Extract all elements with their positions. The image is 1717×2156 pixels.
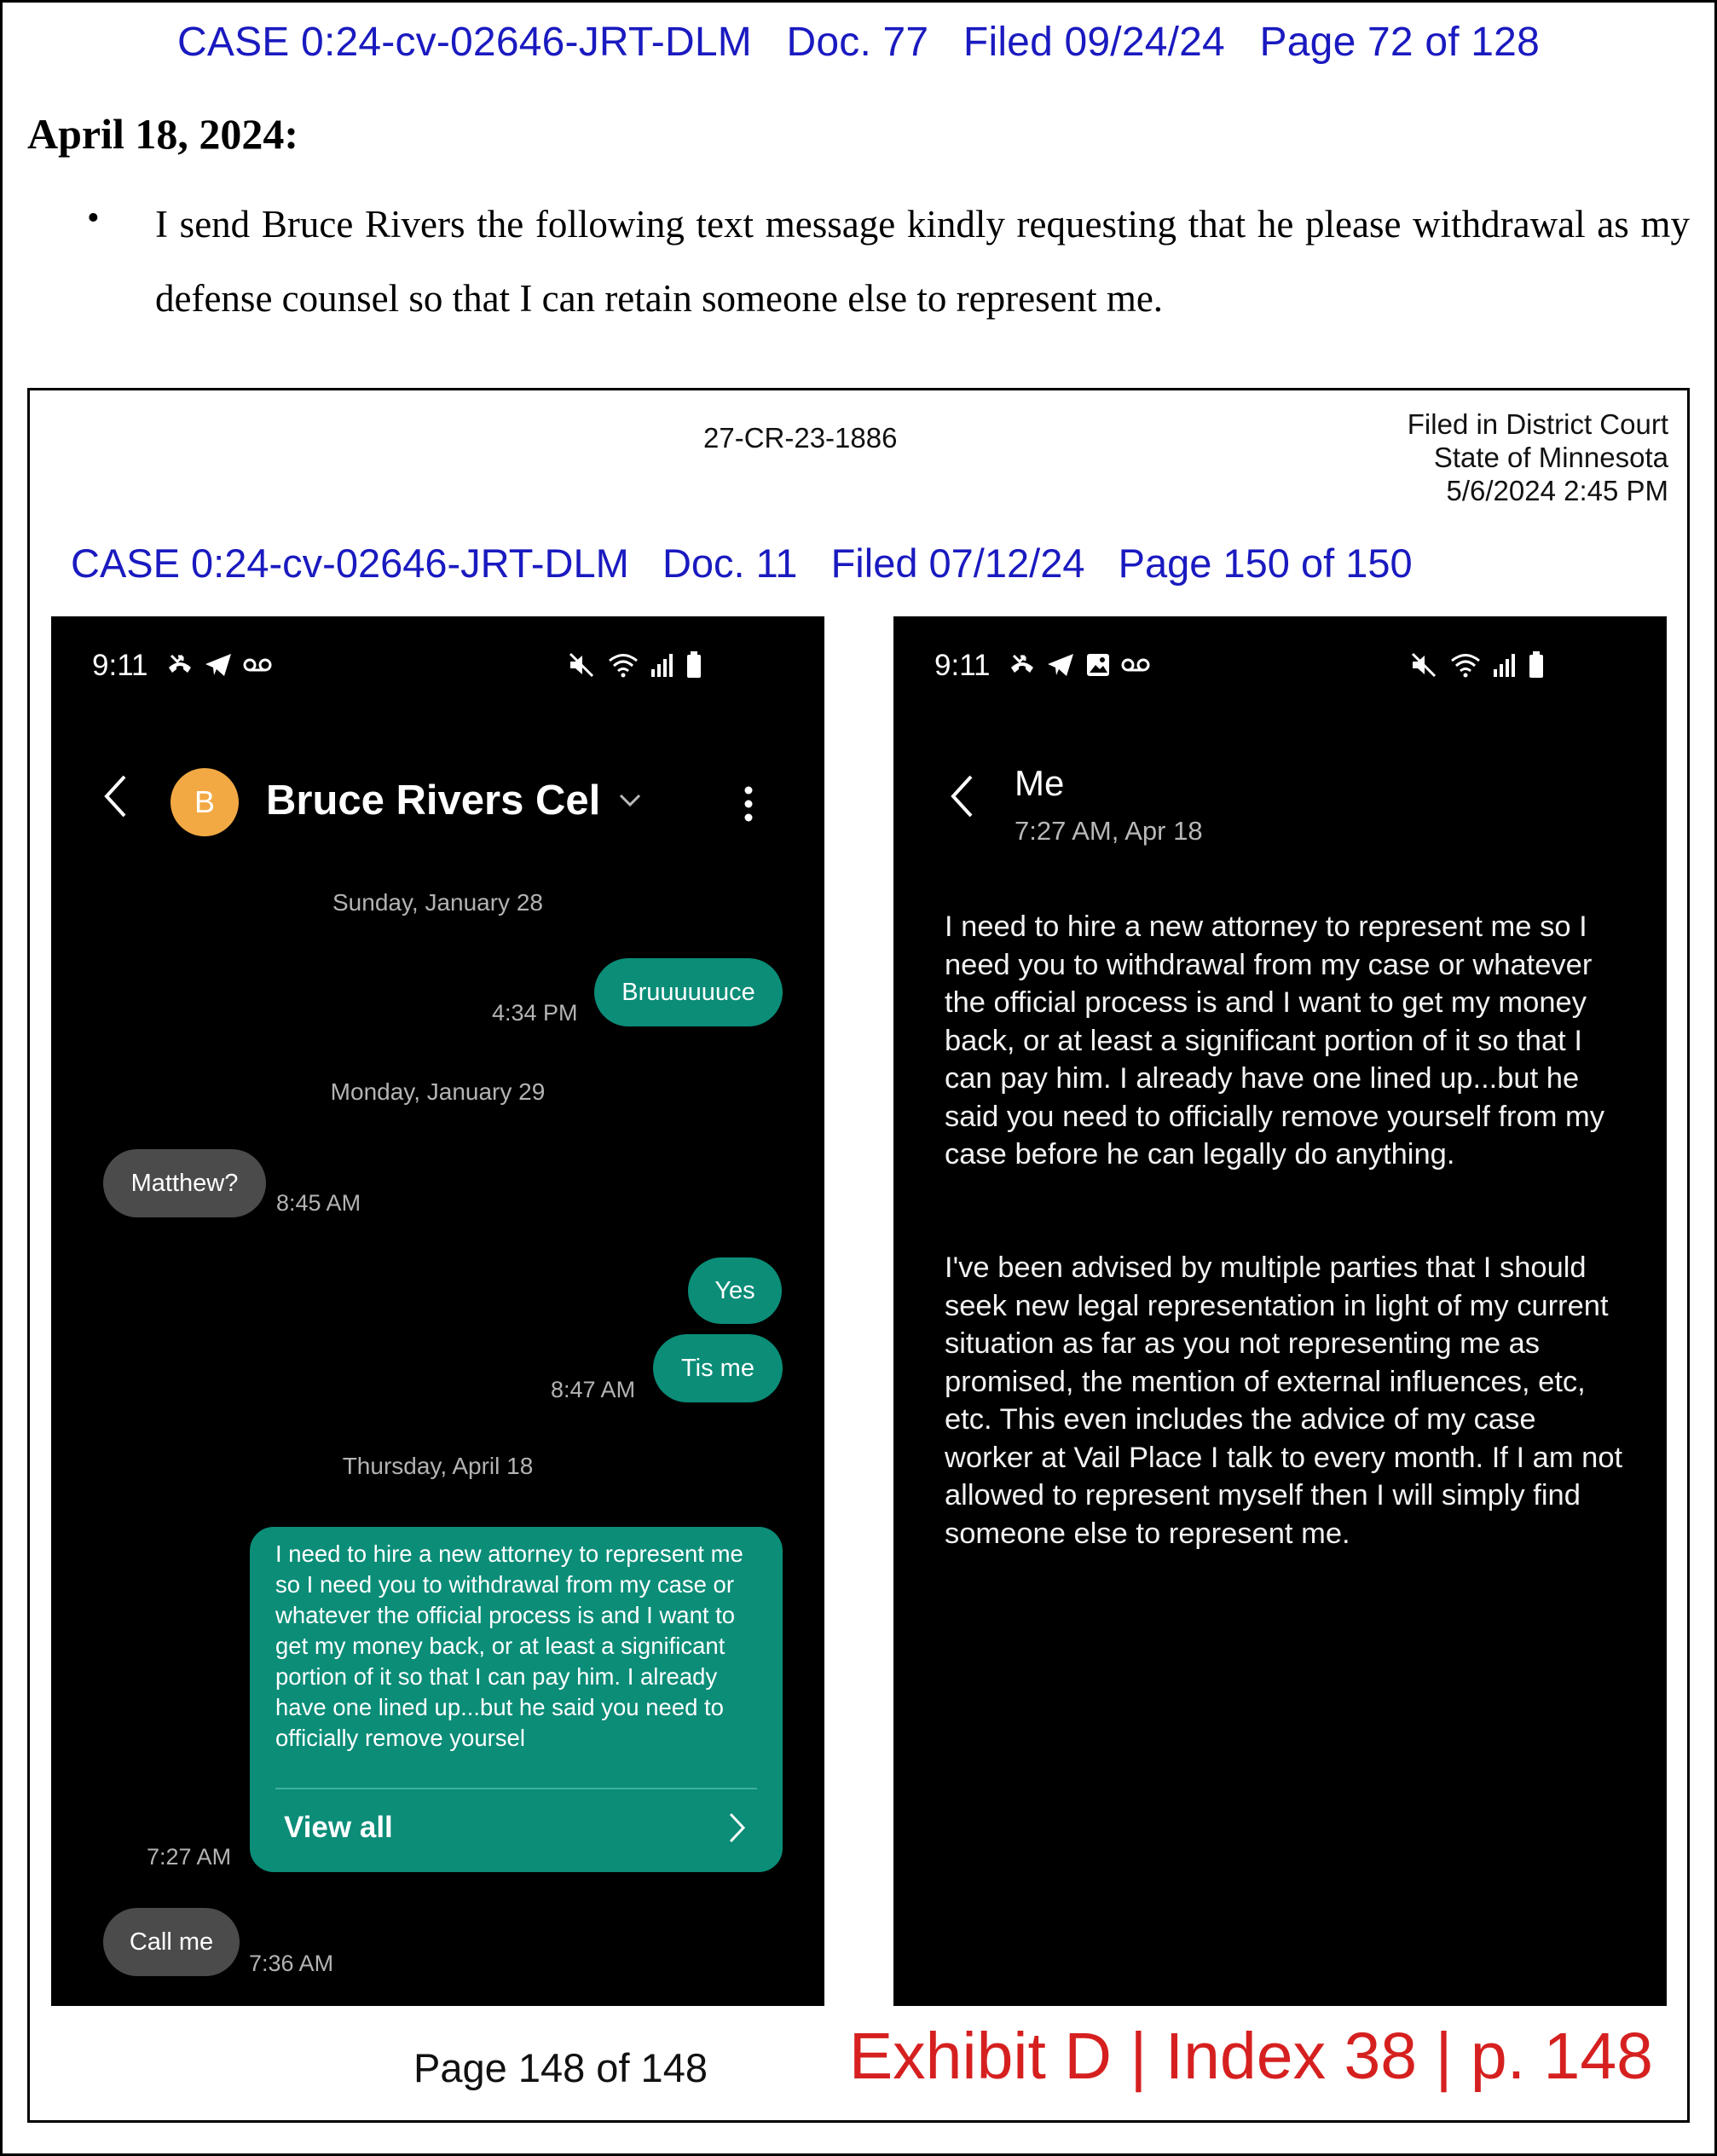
chevron-down-icon[interactable]	[619, 794, 641, 807]
battery-icon	[686, 651, 702, 679]
view-all-button[interactable]: View all	[284, 1811, 393, 1844]
missed-call-icon	[1009, 652, 1036, 678]
back-chevron-icon[interactable]	[102, 774, 128, 818]
filed-stamp-line: 5/6/2024 2:45 PM	[1446, 475, 1668, 506]
message-paragraph: I've been advised by multiple parties that I should seek new legal representation in light of my current situation as far as you not representing me as promised, the mention of external influences, etc, etc. This even includes the advice of my case worker at Vail Place I talk to every month. If I am not allowed to represent myself then I will simply find someone else to represent me.	[945, 1251, 1623, 1550]
message-timestamp: 7:36 AM	[249, 1951, 334, 1976]
contact-name[interactable]: Bruce Rivers Cel	[266, 777, 601, 824]
sender-title: Me	[1015, 763, 1065, 803]
message-timestamp: 4:34 PM	[492, 1000, 578, 1026]
avatar[interactable]: B	[171, 768, 239, 836]
status-time: 9:11	[934, 649, 991, 682]
inner-case-stamp: CASE 0:24-cv-02646-JRT-DLM Doc. 11 Filed 07/12/24 Page 150 of 150	[71, 540, 1413, 586]
message-timestamp: 8:47 AM	[551, 1377, 636, 1402]
date-separator: Sunday, January 28	[332, 889, 543, 916]
status-icons-right	[567, 650, 702, 679]
wifi-icon	[608, 652, 639, 678]
docket-number: 27-CR-23-1886	[703, 422, 898, 454]
case-header-stamp: CASE 0:24-cv-02646-JRT-DLM Doc. 77 Filed 09/24/24 Page 72 of 128	[177, 20, 1540, 65]
status-icons-left	[166, 650, 272, 679]
voicemail-icon	[243, 656, 272, 673]
battery-icon	[1529, 651, 1544, 679]
date-heading: April 18, 2024:	[27, 110, 299, 158]
status-icons-left	[1009, 650, 1150, 679]
chevron-right-icon[interactable]	[728, 1812, 747, 1844]
exhibit-box	[27, 388, 1690, 2123]
message-bubble-outgoing[interactable]: Bruuuuuuce	[594, 958, 783, 1026]
filed-stamp-line: State of Minnesota	[1433, 442, 1668, 473]
telegram-icon	[204, 652, 233, 678]
message-detail-screenshot	[893, 616, 1667, 2006]
message-timestamp: 7:27 AM	[147, 1844, 232, 1870]
status-icons-right	[1409, 650, 1544, 679]
message-bubble-long[interactable]	[250, 1527, 783, 1872]
signal-icon	[650, 652, 674, 678]
back-chevron-icon[interactable]	[949, 774, 974, 818]
bubble-divider	[275, 1788, 757, 1789]
conversation-screenshot	[51, 616, 824, 2006]
missed-call-icon	[166, 652, 194, 678]
message-timestamp: 8:45 AM	[276, 1190, 361, 1216]
bullet-marker: •	[87, 199, 100, 238]
mute-icon	[567, 651, 596, 679]
message-bubble-outgoing[interactable]: Yes	[688, 1257, 782, 1324]
filed-stamp-line: Filed in District Court	[1407, 408, 1668, 440]
status-time: 9:11	[92, 649, 148, 682]
mute-icon	[1409, 651, 1438, 679]
kebab-menu-icon[interactable]	[743, 785, 754, 823]
signal-icon	[1493, 652, 1517, 678]
message-bubble-incoming[interactable]: Call me	[103, 1908, 240, 1976]
exhibit-label: Exhibit D | Index 38 | p. 148	[848, 2020, 1653, 2093]
telegram-icon	[1046, 652, 1075, 678]
gallery-icon	[1085, 652, 1111, 678]
filed-stamp	[1408, 408, 1668, 507]
page-footer: Page 148 of 148	[413, 2045, 708, 2090]
voicemail-icon	[1121, 656, 1150, 673]
date-separator: Thursday, April 18	[342, 1453, 534, 1479]
message-paragraph: I need to hire a new attorney to represent me so I need you to withdrawal from my case or whatever the official process is and I want to get my money back, or at least a significant portion of it so that I can pay him. I already have one lined up...but he said you need to officially remove yourself from my case before he can legally do anything.	[945, 910, 1605, 1170]
message-bubble-long-text: I need to hire a new attorney to represent me so I need you to withdrawal from my case or whatever the official process is and I want to get my money back, or at least a significant portion of it so that I can pay him. I already have one lined up...but he said you need to officially remove yoursel	[275, 1540, 743, 1751]
message-bubble-outgoing[interactable]: Tis me	[653, 1334, 783, 1402]
date-separator: Monday, January 29	[330, 1078, 546, 1105]
bullet-text: I send Bruce Rivers the following text message kindly requesting that he please withdrawal as my defense counsel so that I can retain someone else to represent me.	[155, 203, 1690, 320]
wifi-icon	[1450, 652, 1481, 678]
sent-timestamp: 7:27 AM, Apr 18	[1015, 816, 1203, 846]
message-bubble-incoming[interactable]: Matthew?	[103, 1149, 266, 1217]
